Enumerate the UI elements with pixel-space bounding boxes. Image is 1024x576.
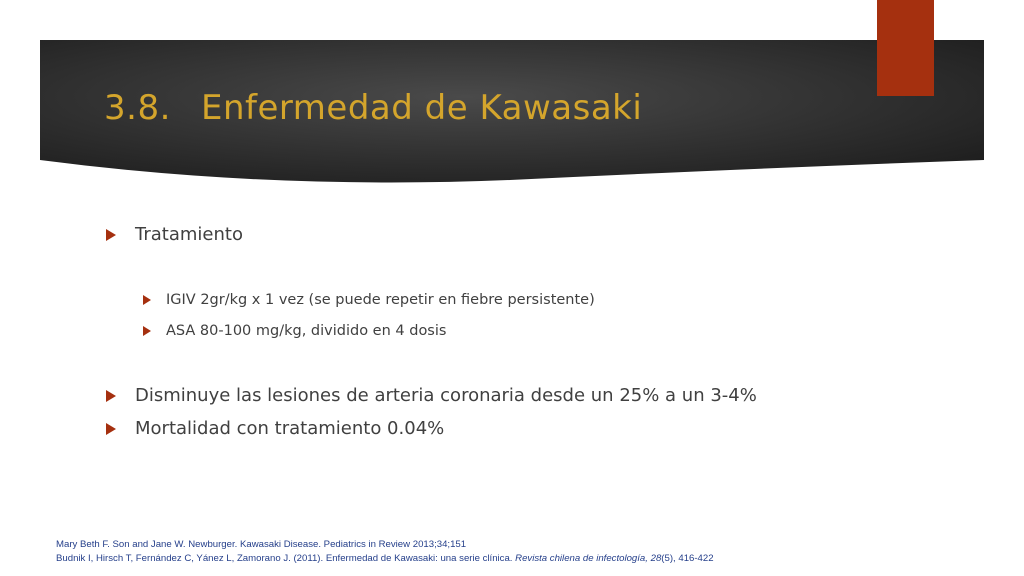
reference-2-pages: (5), 416-422 — [661, 553, 714, 564]
accent-tab — [877, 0, 934, 96]
bullet-text: Tratamiento — [135, 224, 243, 245]
bullet-text: Mortalidad con tratamiento 0.04% — [135, 418, 445, 439]
reference-2 — [56, 552, 714, 566]
bullet-arrow-icon — [143, 326, 151, 336]
references — [56, 538, 714, 566]
sub-bullet-igiv — [143, 292, 595, 308]
sub-bullet-asa — [143, 323, 446, 339]
reference-2-authors: Budnik I, Hirsch T, Fernández C, Yánez L, Zamorano J. (2011). Enfermedad de Kawasaki: una serie clínica. — [56, 553, 516, 564]
slide-title — [104, 88, 642, 128]
slide-title-number: 3.8. — [104, 88, 171, 128]
slide-title-text: Enfermedad de Kawasaki — [201, 88, 643, 128]
bullet-arrow-icon — [106, 229, 116, 241]
bullet-arrow-icon — [106, 390, 116, 402]
bullet-text: ASA 80-100 mg/kg, dividido en 4 dosis — [166, 323, 447, 339]
reference-1: Mary Beth F. Son and Jane W. Newburger. Kawasaki Disease. Pediatrics in Review 2013;34;151 — [56, 539, 467, 550]
bullet-text: Disminuye las lesiones de arteria coronaria desde un 25% a un 3-4% — [135, 385, 757, 406]
reference-2-journal: Revista chilena de infectología — [515, 553, 646, 564]
bullet-text: IGIV 2gr/kg x 1 vez (se puede repetir en fiebre persistente) — [166, 292, 595, 308]
bullet-arrow-icon — [106, 423, 116, 435]
bullet-arrow-icon — [143, 295, 151, 305]
reference-2-volume: , 28 — [645, 553, 662, 564]
bullet-mortality — [106, 418, 444, 439]
bullet-coronary-lesions — [106, 385, 757, 406]
bullet-tratamiento — [106, 224, 243, 245]
